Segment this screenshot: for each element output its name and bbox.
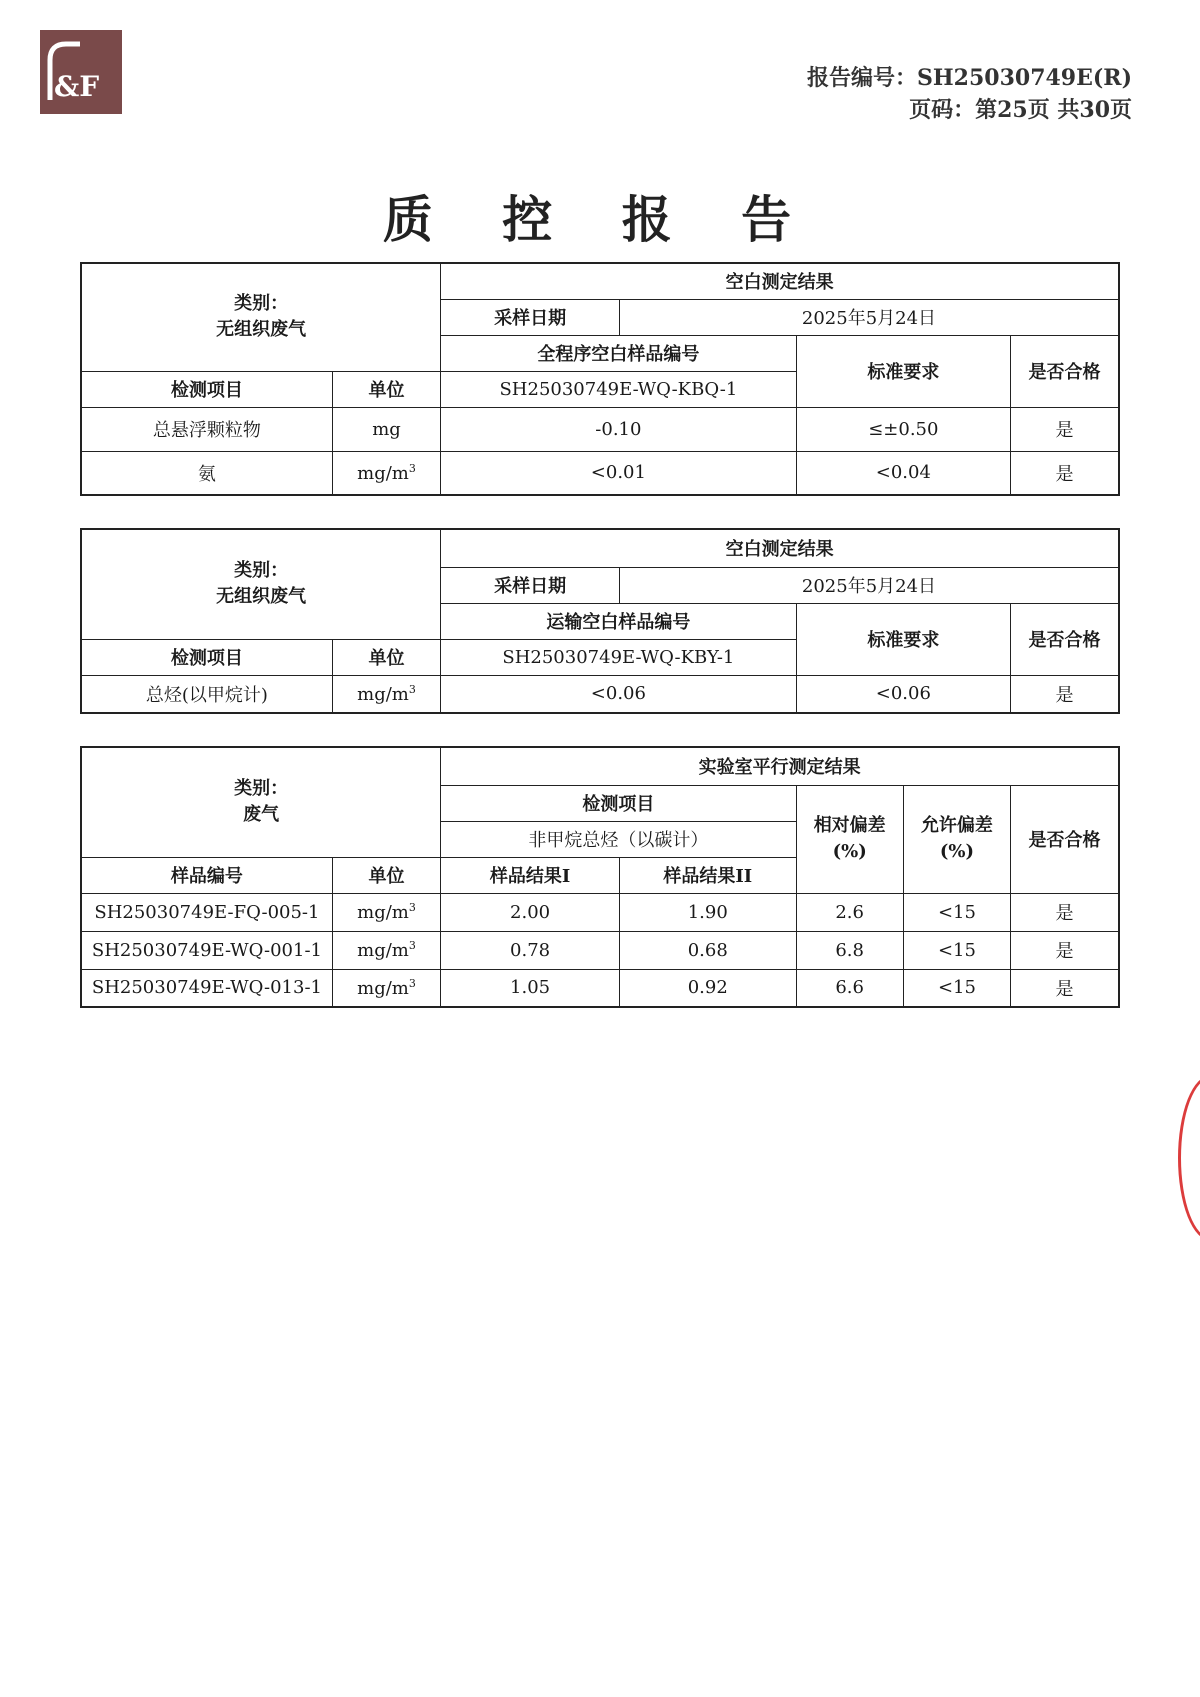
result2-cell: 0.68 <box>619 931 796 969</box>
item-cell: 总悬浮颗粒物 <box>81 407 332 451</box>
unit-cell: $mg/m^3$ <box>332 675 440 713</box>
rel-dev-cell: 6.8 <box>796 931 903 969</box>
item-cell: 氨 <box>81 451 332 495</box>
result1-cell: 1.05 <box>441 969 620 1007</box>
unit-header: 单位 <box>332 857 440 893</box>
date-value: 2025年5月24日 <box>619 299 1119 335</box>
pass-cell: 是 <box>1011 451 1119 495</box>
sample-id-value: SH25030749E-WQ-KBY-1 <box>441 639 796 675</box>
item-header: 检测项目 <box>81 371 332 407</box>
item-header: 检测项目 <box>81 639 332 675</box>
category-cell <box>81 263 441 371</box>
unit-cell: $mg/m^3$ <box>332 893 440 931</box>
category-value: 废气 <box>243 804 280 826</box>
result-cell: -0.10 <box>441 407 796 451</box>
pass-header: 是否合格 <box>1011 603 1119 675</box>
sample-cell: SH25030749E-WQ-001-1 <box>81 931 332 969</box>
result1-cell: 2.00 <box>441 893 620 931</box>
parallel-test-table <box>80 746 1120 1008</box>
rel-dev-header: 相对偏差 (%) <box>796 785 903 893</box>
standard-header: 标准要求 <box>796 603 1011 675</box>
pass-header: 是否合格 <box>1011 785 1119 893</box>
category-value: 无组织废气 <box>216 319 307 341</box>
category-cell <box>81 529 441 639</box>
standard-cell: <0.06 <box>796 675 1011 713</box>
sample-header: 样品编号 <box>81 857 332 893</box>
table-row <box>81 407 1119 451</box>
rel-dev-cell: 6.6 <box>796 969 903 1007</box>
blank-test-table-2 <box>80 528 1120 714</box>
sample-cell: SH25030749E-WQ-013-1 <box>81 969 332 1007</box>
allow-dev-header: 允许偏差 (%) <box>903 785 1010 893</box>
category-value: 无组织废气 <box>216 586 307 608</box>
standard-header: 标准要求 <box>796 335 1011 407</box>
blank-test-table-1 <box>80 262 1120 496</box>
table-row <box>81 893 1119 931</box>
report-number: 报告编号：SH25030749E(R) <box>806 65 1132 91</box>
table-row <box>81 969 1119 1007</box>
standard-cell: <0.04 <box>796 451 1011 495</box>
result2-cell: 0.92 <box>619 969 796 1007</box>
result-cell: <0.06 <box>441 675 796 713</box>
allow-dev-cell: <15 <box>903 893 1010 931</box>
seal-stamp <box>1178 1075 1200 1241</box>
result2-header: 样品结果II <box>619 857 796 893</box>
unit-header: 单位 <box>332 639 440 675</box>
logo-text: &F <box>54 70 100 103</box>
result2-cell: 1.90 <box>619 893 796 931</box>
sample-cell: SH25030749E-FQ-005-1 <box>81 893 332 931</box>
unit-cell: $mg/m^3$ <box>332 969 440 1007</box>
category-label: 类别： <box>234 560 289 582</box>
unit-cell: mg <box>332 407 440 451</box>
logo-icon <box>40 30 122 114</box>
date-value: 2025年5月24日 <box>619 567 1119 603</box>
section-title: 空白测定结果 <box>441 529 1119 567</box>
result-cell: <0.01 <box>441 451 796 495</box>
result1-header: 样品结果I <box>441 857 620 893</box>
standard-cell: ≤±0.50 <box>796 407 1011 451</box>
rel-dev-cell: 2.6 <box>796 893 903 931</box>
unit-header: 单位 <box>332 371 440 407</box>
pass-cell: 是 <box>1011 969 1119 1007</box>
table-row <box>81 675 1119 713</box>
item-value: 非甲烷总烃（以碳计） <box>441 821 796 857</box>
section-title: 空白测定结果 <box>441 263 1119 299</box>
page-info: 页码：第25页 共30页 <box>909 97 1132 123</box>
company-logo <box>40 30 122 114</box>
unit-cell: $mg/m^3$ <box>332 931 440 969</box>
allow-dev-cell: <15 <box>903 931 1010 969</box>
date-label: 采样日期 <box>441 567 620 603</box>
table-row <box>81 931 1119 969</box>
pass-cell: 是 <box>1011 893 1119 931</box>
result1-cell: 0.78 <box>441 931 620 969</box>
category-cell <box>81 747 441 857</box>
pass-header: 是否合格 <box>1011 335 1119 407</box>
pass-cell: 是 <box>1011 407 1119 451</box>
table-row <box>81 451 1119 495</box>
section-title: 实验室平行测定结果 <box>441 747 1119 785</box>
pass-cell: 是 <box>1011 931 1119 969</box>
date-label: 采样日期 <box>441 299 620 335</box>
item-cell: 总烃(以甲烷计) <box>81 675 332 713</box>
unit-cell: $mg/m^3$ <box>332 451 440 495</box>
item-label: 检测项目 <box>441 785 796 821</box>
category-label: 类别： <box>234 293 289 315</box>
page-title: 质 控 报 告 <box>382 190 818 249</box>
sample-id-label: 全程序空白样品编号 <box>441 335 796 371</box>
report-header <box>807 62 1132 126</box>
category-label: 类别： <box>234 778 289 800</box>
sample-id-value: SH25030749E-WQ-KBQ-1 <box>441 371 796 407</box>
pass-cell: 是 <box>1011 675 1119 713</box>
sample-id-label: 运输空白样品编号 <box>441 603 796 639</box>
allow-dev-cell: <15 <box>903 969 1010 1007</box>
